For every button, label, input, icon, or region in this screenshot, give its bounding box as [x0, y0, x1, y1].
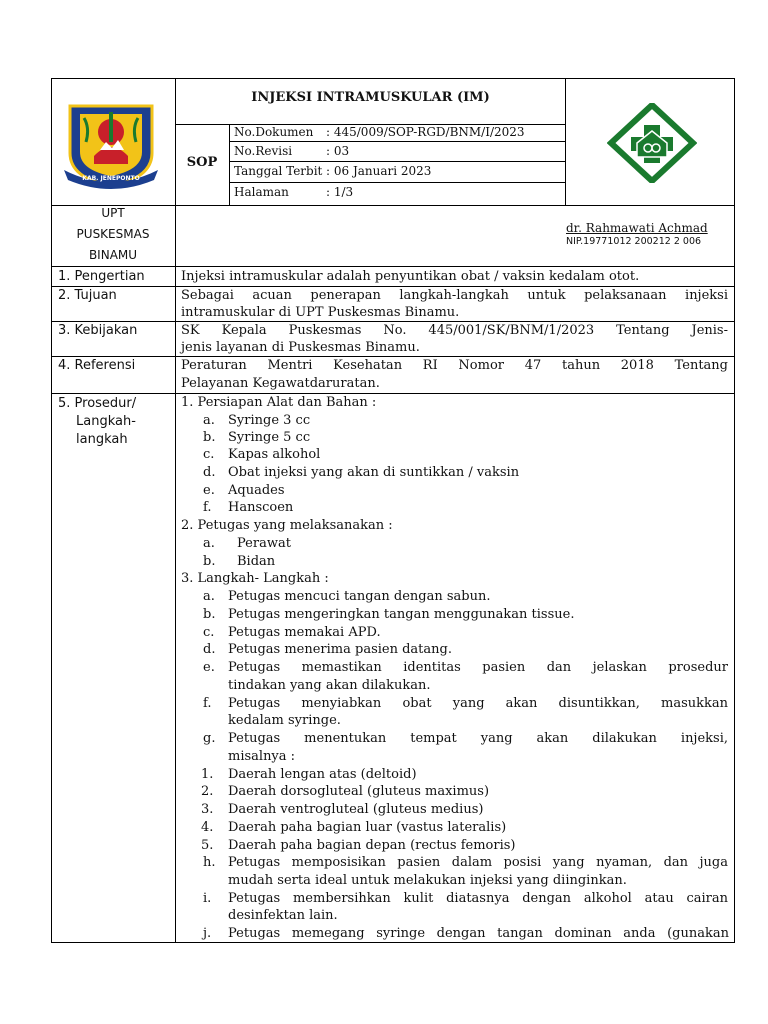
section-label-prosedur-2: Langkah-	[76, 414, 136, 429]
doc-number-label: No.Dokumen	[234, 125, 314, 139]
site-marker: 5.	[201, 838, 214, 853]
list-item-line2: kedalam syringe.	[228, 713, 341, 728]
list-marker: f.	[203, 696, 212, 711]
list-item: Perawat	[237, 536, 291, 551]
org-row-bottom-border	[51, 266, 735, 267]
org-line-3: BINAMU	[88, 248, 138, 262]
list-marker: f.	[203, 500, 212, 515]
list-item: Syringe 5 cc	[228, 430, 311, 445]
list-marker: a.	[203, 413, 215, 428]
list-item-line1: Petugas menentukan tempat yang akan dilakukan injeksi,	[228, 731, 728, 746]
sop-label: SOP	[186, 155, 218, 170]
list-marker: c.	[203, 447, 215, 462]
list-marker: g.	[203, 731, 216, 746]
list-item-line2: tindakan yang akan dilakukan.	[228, 678, 431, 693]
list-item-line2: mudah serta ideal untuk melakukan injeksi yang diinginkan.	[228, 873, 627, 888]
step1-title: 1. Persiapan Alat dan Bahan :	[181, 395, 377, 410]
section-label-referensi: 4. Referensi	[58, 358, 136, 373]
list-item: Petugas mencuci tangan dengan sabun.	[228, 589, 491, 604]
label-column-border	[175, 78, 176, 943]
list-marker: b.	[203, 430, 216, 445]
list-item: Petugas mengeringkan tangan menggunakan tissue.	[228, 607, 575, 622]
list-marker: i.	[203, 891, 212, 906]
site-marker: 1.	[201, 767, 214, 782]
page-label: Halaman	[234, 185, 289, 199]
pengertian-text: Injeksi intramuskular adalah penyuntikan obat / vaksin kedalam otot.	[181, 269, 640, 284]
site-item: Daerah paha bagian depan (rectus femoris)	[228, 838, 516, 853]
tujuan-text-line1: Sebagai acuan penerapan langkah-langkah untuk pelaksanaan injeksi	[181, 288, 728, 303]
list-item: Syringe 3 cc	[228, 413, 311, 428]
site-marker: 4.	[201, 820, 214, 835]
document-title: INJEKSI INTRAMUSKULAR (IM)	[251, 90, 490, 105]
kebijakan-text-line2: jenis layanan di Puskesmas Binamu.	[181, 340, 420, 355]
site-item: Daerah lengan atas (deltoid)	[228, 767, 417, 782]
list-item: Petugas menerima pasien datang.	[228, 642, 452, 657]
regency-logo-ribbon-text: KAB. JENEPONTO	[82, 175, 140, 182]
regency-logo	[60, 98, 162, 193]
list-item-line2: misalnya :	[228, 749, 296, 764]
list-marker: h.	[203, 855, 216, 870]
table-top-border	[51, 78, 735, 79]
referensi-text-line2: Pelayanan Kegawatdaruratan.	[181, 376, 380, 391]
site-marker: 3.	[201, 802, 214, 817]
list-marker: e.	[203, 483, 215, 498]
list-marker: j.	[203, 926, 212, 941]
list-item-line1: Petugas menyiabkan obat yang akan disuntikkan, masukkan	[228, 696, 728, 711]
list-marker: c.	[203, 625, 215, 640]
tujuan-text-line2: intramuskular di UPT Puskesmas Binamu.	[181, 305, 460, 320]
section-label-pengertian: 1. Pengertian	[58, 269, 145, 284]
signer-name: dr. Rahmawati Achmad	[566, 221, 708, 235]
list-marker: b.	[203, 554, 216, 569]
table-right-border	[734, 78, 735, 943]
section-label-tujuan: 2. Tujuan	[58, 288, 117, 303]
sop-column-border	[229, 124, 230, 206]
signer-nip: NIP.19771012 200212 2 006	[566, 236, 702, 247]
section-label-kebijakan: 3. Kebijakan	[58, 323, 138, 338]
list-marker: b.	[203, 607, 216, 622]
list-item-line1: Petugas memastikan identitas pasien dan jelaskan prosedur	[228, 660, 728, 675]
section-label-prosedur-3: langkah	[76, 432, 128, 447]
site-item: Daerah paha bagian luar (vastus lateralis)	[228, 820, 507, 835]
list-item: Hanscoen	[228, 500, 294, 515]
site-marker: 2.	[201, 784, 214, 799]
list-item-line1: Petugas membersihkan kulit diatasnya dengan alkohol atau cairan	[228, 891, 728, 906]
org-line-1: UPT	[101, 206, 125, 220]
list-item: Obat injeksi yang akan di suntikkan / vaksin	[228, 465, 520, 480]
kebijakan-text-line1: SK Kepala Puskesmas No. 445/001/SK/BNM/1/2023 Tentang Jenis-	[181, 323, 728, 338]
revision-label: No.Revisi	[234, 144, 293, 158]
list-marker: a.	[203, 589, 215, 604]
list-marker: d.	[203, 465, 216, 480]
step2-title: 2. Petugas yang melaksanakan :	[181, 518, 393, 533]
page-value: : 1/3	[326, 185, 354, 199]
list-marker: a.	[203, 536, 215, 551]
list-marker: e.	[203, 660, 215, 675]
row-referensi-border	[51, 393, 735, 394]
list-item: Kapas alkohol	[228, 447, 321, 462]
list-item-line2: desinfektan lain.	[228, 908, 338, 923]
site-item: Daerah ventrogluteal (gluteus medius)	[228, 802, 484, 817]
puskesmas-logo	[607, 103, 697, 183]
list-item: Aquades	[228, 483, 285, 498]
org-line-2: PUSKESMAS	[76, 227, 150, 241]
list-item: Bidan	[237, 554, 276, 569]
referensi-text-line1: Peraturan Mentri Kesehatan RI Nomor 47 tahun 2018 Tentang	[181, 358, 728, 373]
doc-number-value: : 445/009/SOP-RGD/BNM/I/2023	[326, 125, 525, 139]
section-label-prosedur-1: 5. Prosedur/	[58, 396, 137, 411]
site-item: Daerah dorsogluteal (gluteus maximus)	[228, 784, 490, 799]
list-item-line1: Petugas memposisikan pasien dalam posisi yang nyaman, dan juga	[228, 855, 728, 870]
list-item: Petugas memakai APD.	[228, 625, 381, 640]
issue-date-label: Tanggal Terbit	[234, 164, 323, 178]
revision-value: : 03	[326, 144, 350, 158]
list-item-line1: Petugas memegang syringe dengan tangan dominan anda (gunakan	[228, 926, 729, 941]
list-marker: d.	[203, 642, 216, 657]
step3-title: 3. Langkah- Langkah :	[181, 571, 329, 586]
issue-date-value: : 06 Januari 2023	[326, 164, 432, 178]
